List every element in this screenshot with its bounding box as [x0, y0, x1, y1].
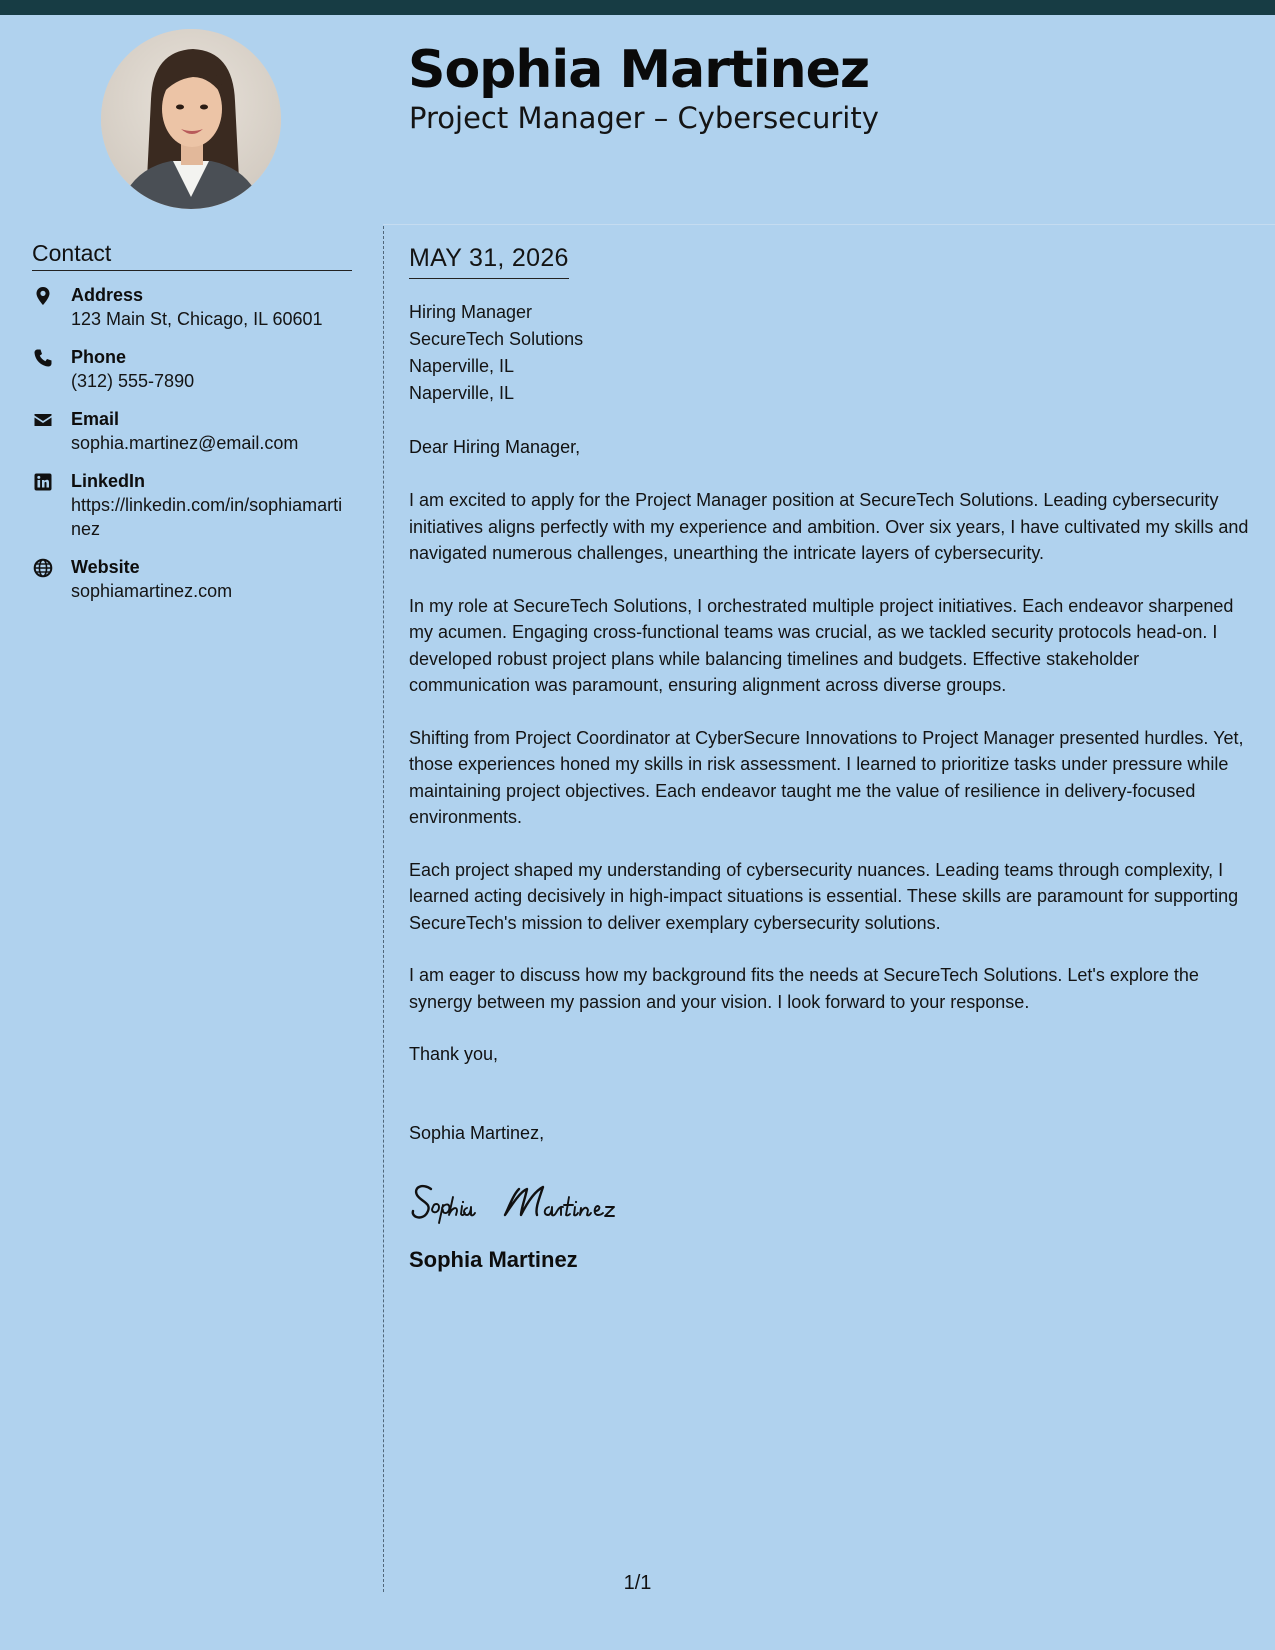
body-paragraph: In my role at SecureTech Solutions, I orchestrated multiple project initiatives. Each endeavor sharpened my acumen. Engaging cross-functional teams was crucial, as we tackled security protocols head-on. I developed robust project plans while balancing timelines and budgets. Effective stakeholder communication was paramount, ensuring alignment across diverse groups.	[409, 595, 1234, 695]
header-divider	[383, 224, 1275, 225]
applicant-name: Sophia Martinez	[408, 40, 870, 100]
body-paragraph: I am excited to apply for the Project Manager position at SecureTech Solutions. Leading cybersecurity initiatives aligns perfectly with my experience and ambition. Over six years, I have cultivated my skills and navigated numerous challenges, unearthing the intricate layers of cybersecurity.	[409, 490, 1249, 563]
handwritten-signature	[409, 1175, 1249, 1227]
contact-label: Website	[71, 557, 140, 577]
contact-item-linkedin	[32, 469, 352, 541]
contact-item-phone	[32, 345, 352, 393]
contact-sidebar	[32, 240, 352, 617]
website-value[interactable]: sophiamartinez.com	[71, 581, 233, 601]
recipient-line: SecureTech Solutions	[409, 329, 584, 349]
contact-label: LinkedIn	[71, 471, 146, 491]
signoff-name: Sophia Martinez,	[409, 1123, 545, 1143]
recipient-line: Hiring Manager	[409, 302, 533, 322]
location-pin-icon	[33, 286, 53, 306]
signed-name: Sophia Martinez	[409, 1247, 578, 1272]
job-title: Project Manager – Cybersecurity	[409, 101, 879, 135]
linkedin-icon	[33, 472, 53, 492]
contact-heading: Contact	[32, 240, 352, 271]
body-paragraph: Each project shaped my understanding of cybersecurity nuances. Leading teams through complexity, I learned acting decisively in high-impact situations is essential. These skills are paramount for supporting SecureTech's mission to deliver exemplary cybersecurity solutions.	[409, 859, 1239, 933]
contact-item-email	[32, 407, 352, 455]
top-accent-bar	[0, 0, 1275, 15]
address-value: 123 Main St, Chicago, IL 60601	[71, 309, 323, 329]
contact-item-address	[32, 283, 352, 331]
recipient-line: Naperville, IL	[409, 356, 515, 376]
letter-date: MAY 31, 2026	[409, 244, 569, 279]
letter-body	[409, 244, 1249, 1273]
recipient-line: Naperville, IL	[409, 383, 515, 403]
column-divider	[383, 226, 384, 1592]
linkedin-value[interactable]: https://linkedin.com/in/sophiamartinez	[71, 495, 343, 539]
contact-label: Address	[71, 285, 144, 305]
contact-label: Email	[71, 409, 120, 429]
email-value[interactable]: sophia.martinez@email.com	[71, 433, 299, 453]
contact-label: Phone	[71, 347, 127, 367]
body-paragraph: Shifting from Project Coordinator at CyberSecure Innovations to Project Manager presented hurdles. Yet, those experiences honed my skills in risk assessment. I learned to prioritize tasks under pressure while maintaining project objectives. Each endeavor taught me the value of resilience in delivery-focused environments.	[409, 727, 1244, 827]
phone-icon	[33, 348, 53, 368]
globe-icon	[33, 558, 53, 578]
closing: Thank you,	[409, 1044, 499, 1064]
recipient-block	[409, 299, 1249, 407]
salutation: Dear Hiring Manager,	[409, 437, 581, 457]
page-number: 1/1	[623, 1572, 652, 1594]
contact-item-website	[32, 555, 352, 603]
envelope-icon	[33, 410, 53, 430]
body-paragraph: I am eager to discuss how my background fits the needs at SecureTech Solutions. Let's explore the synergy between my passion and your vision. I look forward to your response.	[409, 965, 1199, 1012]
profile-photo	[101, 29, 281, 209]
phone-value: (312) 555-7890	[71, 371, 195, 391]
